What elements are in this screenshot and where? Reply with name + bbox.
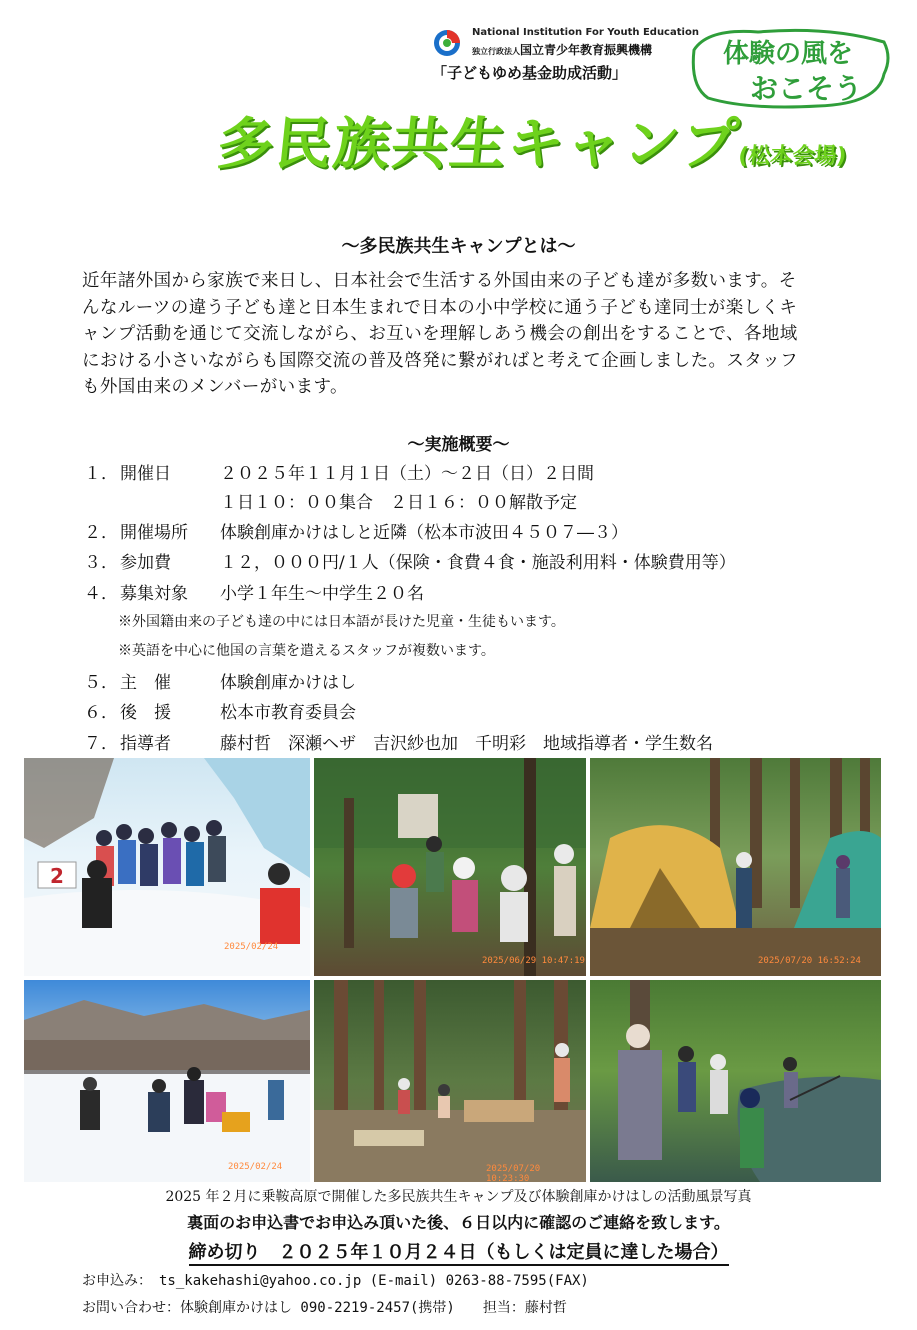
photo-date-stamp: 2025/02/24	[228, 1162, 283, 1172]
confirmation-notice: 裏面のお申込書でお申込み頂いた後、６日以内に確認のご連絡を致します。	[187, 1213, 730, 1232]
overview-item-organizer	[84, 668, 356, 693]
organization-prefix: 独立行政法人	[472, 47, 520, 56]
institution-logo-icon	[432, 28, 462, 58]
item-value: 藤村哲 深瀬ヘザ 吉沢紗也加 千明彩 地域指導者・学生数名	[220, 734, 713, 754]
photo-snowfield-hike	[24, 980, 310, 1182]
overview-item-leaders	[84, 729, 713, 754]
photo-tent-camp	[590, 758, 881, 976]
title-venue: (松本会場)	[736, 144, 848, 169]
about-heading: ～多民族共生キャンプとは～	[341, 236, 576, 257]
page-title	[214, 100, 853, 180]
item-value: 小学１年生～中学生２０名	[220, 584, 424, 604]
item-label: 開催場所	[120, 523, 188, 543]
fund-label: 「子どもゆめ基金助成活動」	[432, 64, 628, 82]
activity-photo-grid	[24, 758, 881, 1182]
photo-forest-hike	[314, 758, 586, 976]
photo-snow-group	[24, 758, 310, 976]
about-body: 近年諸外国から家族で来日し、日本社会で生活する外国由来の子ども達が多数います。そんなルーツの違う子ども達と日本生まれで日本の小中学校に通う子ども達同士が楽しくキャンプ活動を通じて交流しながら、お互いを理解しあう機会の創出をすることで、各地域における小さいながらも国際交流の普及啓発に繋がればと考えて企画しました。スタッフも外国由来のメンバーがいます。	[82, 271, 798, 397]
photo-date-stamp: 2025/02/24	[224, 942, 279, 952]
item-value: 体験創庫かけはし	[220, 673, 356, 693]
overview-item-sponsor	[84, 698, 356, 723]
overview-item-time	[84, 488, 577, 513]
photo-date-stamp: 2025/07/20 10:23:30	[486, 1164, 541, 1182]
overview-item-target	[84, 579, 424, 604]
deadline-text: 締め切り ２０２５年１０月２４日（もしくは定員に達した場合）	[189, 1242, 729, 1266]
item-label: 主 催	[120, 673, 171, 693]
photo-forest-workshop	[314, 980, 586, 1182]
item-number: １．	[84, 464, 118, 484]
deadline	[0, 1238, 917, 1264]
item-number: ７．	[84, 734, 118, 754]
note-language-staff: ※英語を中心に他国の言葉を遣えるスタッフが複数います。	[118, 643, 495, 659]
item-number: ４．	[84, 584, 118, 604]
slogan-line-2: おこそう	[749, 72, 863, 105]
item-value: １日１０：００集合 ２日１６：００解散予定	[220, 493, 577, 513]
application-contact[interactable]: お申込み： ts_kakehashi@yahoo.co.jp (E-mail) 0263-88-7595(FAX)	[82, 1273, 589, 1289]
organization-japanese-name	[472, 41, 652, 58]
note-japanese-ability: ※外国籍由来の子ども達の中には日本語が長けた児童・生徒もいます。	[118, 614, 565, 630]
organization-english-name: National Institution For Youth Education	[472, 27, 699, 38]
item-value: ２０２５年１１月１日（土）～２日（日）２日間	[220, 464, 594, 484]
slogan-line-1: 体験の風を	[722, 39, 854, 69]
item-label: 開催日	[120, 464, 171, 484]
item-number: ５．	[84, 673, 118, 693]
overview-item-venue	[84, 518, 628, 543]
photo-date-stamp: 2025/07/20 16:52:24	[758, 956, 861, 966]
overview-item-date	[84, 459, 594, 484]
photo-pond-exploration	[590, 980, 881, 1182]
item-value: 松本市教育委員会	[220, 703, 356, 723]
item-value: １２，０００円/１人（保険・食費４食・施設利用料・体験費用等）	[220, 553, 736, 573]
organization-name: 国立青少年教育振興機構	[520, 43, 653, 57]
photo-caption: 2025 年２月に乗鞍高原で開催した多民族共生キャンプ及び体験創庫かけはしの活動風景写真	[165, 1189, 752, 1205]
title-main: 多民族共生キャンプ	[214, 112, 743, 177]
overview-item-fee	[84, 548, 736, 573]
item-number: ６．	[84, 703, 118, 723]
sign-number: 2	[50, 864, 64, 888]
item-number: ２．	[84, 523, 118, 543]
item-label: 後 援	[120, 703, 171, 723]
item-number: ３．	[84, 553, 118, 573]
overview-heading: ～実施概要～	[407, 435, 510, 455]
photo-date-stamp: 2025/06/29 10:47:19	[482, 956, 585, 966]
inquiry-contact: お問い合わせ：体験創庫かけはし 090-2219-2457(携帯) 担当：藤村哲	[82, 1300, 567, 1316]
item-value: 体験創庫かけはしと近隣（松本市波田４５０７―３）	[220, 523, 628, 543]
item-label: 指導者	[120, 734, 171, 754]
item-label: 参加費	[120, 553, 171, 573]
slogan-logo	[688, 22, 893, 112]
item-label: 募集対象	[120, 584, 188, 604]
